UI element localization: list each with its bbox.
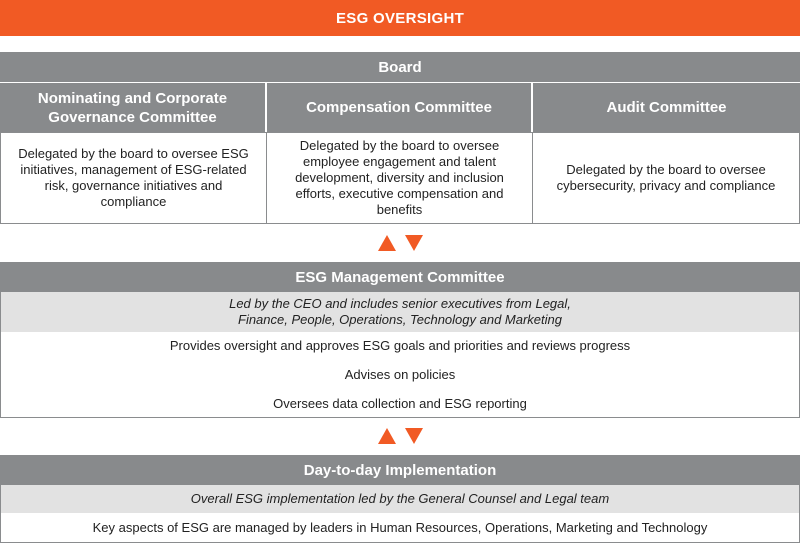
implementation-lead: Overall ESG implementation led by the General Counsel and Legal team [0, 485, 800, 513]
implementation-detail: Key aspects of ESG are managed by leaders in Human Resources, Operations, Marketing and Technology [0, 513, 800, 543]
committee-compensation-heading: Compensation Committee [267, 82, 532, 132]
management-responsibilities [0, 332, 800, 418]
management-responsibility-item: Oversees data collection and ESG reporting [273, 396, 527, 411]
committee-audit-description: Delegated by the board to oversee cybersecurity, privacy and compliance [532, 132, 800, 224]
management-heading: ESG Management Committee [0, 262, 800, 292]
committee-audit-heading: Audit Committee [533, 82, 800, 132]
committee-compensation-description: Delegated by the board to oversee employee engagement and talent development, diversity and inclusion efforts, executive compensation and benefits [266, 132, 533, 224]
management-responsibility-item: Advises on policies [344, 367, 456, 382]
arrow-up-icon [378, 235, 396, 251]
arrow-up-icon [378, 428, 396, 444]
management-lead: Led by the CEO and includes senior executives from Legal, Finance, People, Operations, Technology and Marketing [0, 292, 800, 332]
arrow-down-icon [405, 428, 423, 444]
implementation-heading: Day-to-day Implementation [0, 455, 800, 485]
management-responsibility-item: Provides oversight and approves ESG goals and priorities and reviews progress [169, 338, 631, 353]
arrow-down-icon [405, 235, 423, 251]
page-title: ESG OVERSIGHT [0, 0, 800, 36]
committee-nominating-heading: Nominating and Corporate Governance Committee [0, 82, 266, 132]
board-heading: Board [0, 52, 800, 82]
committee-nominating-description: Delegated by the board to oversee ESG initiatives, management of ESG-related risk, governance initiatives and compliance [0, 132, 267, 224]
